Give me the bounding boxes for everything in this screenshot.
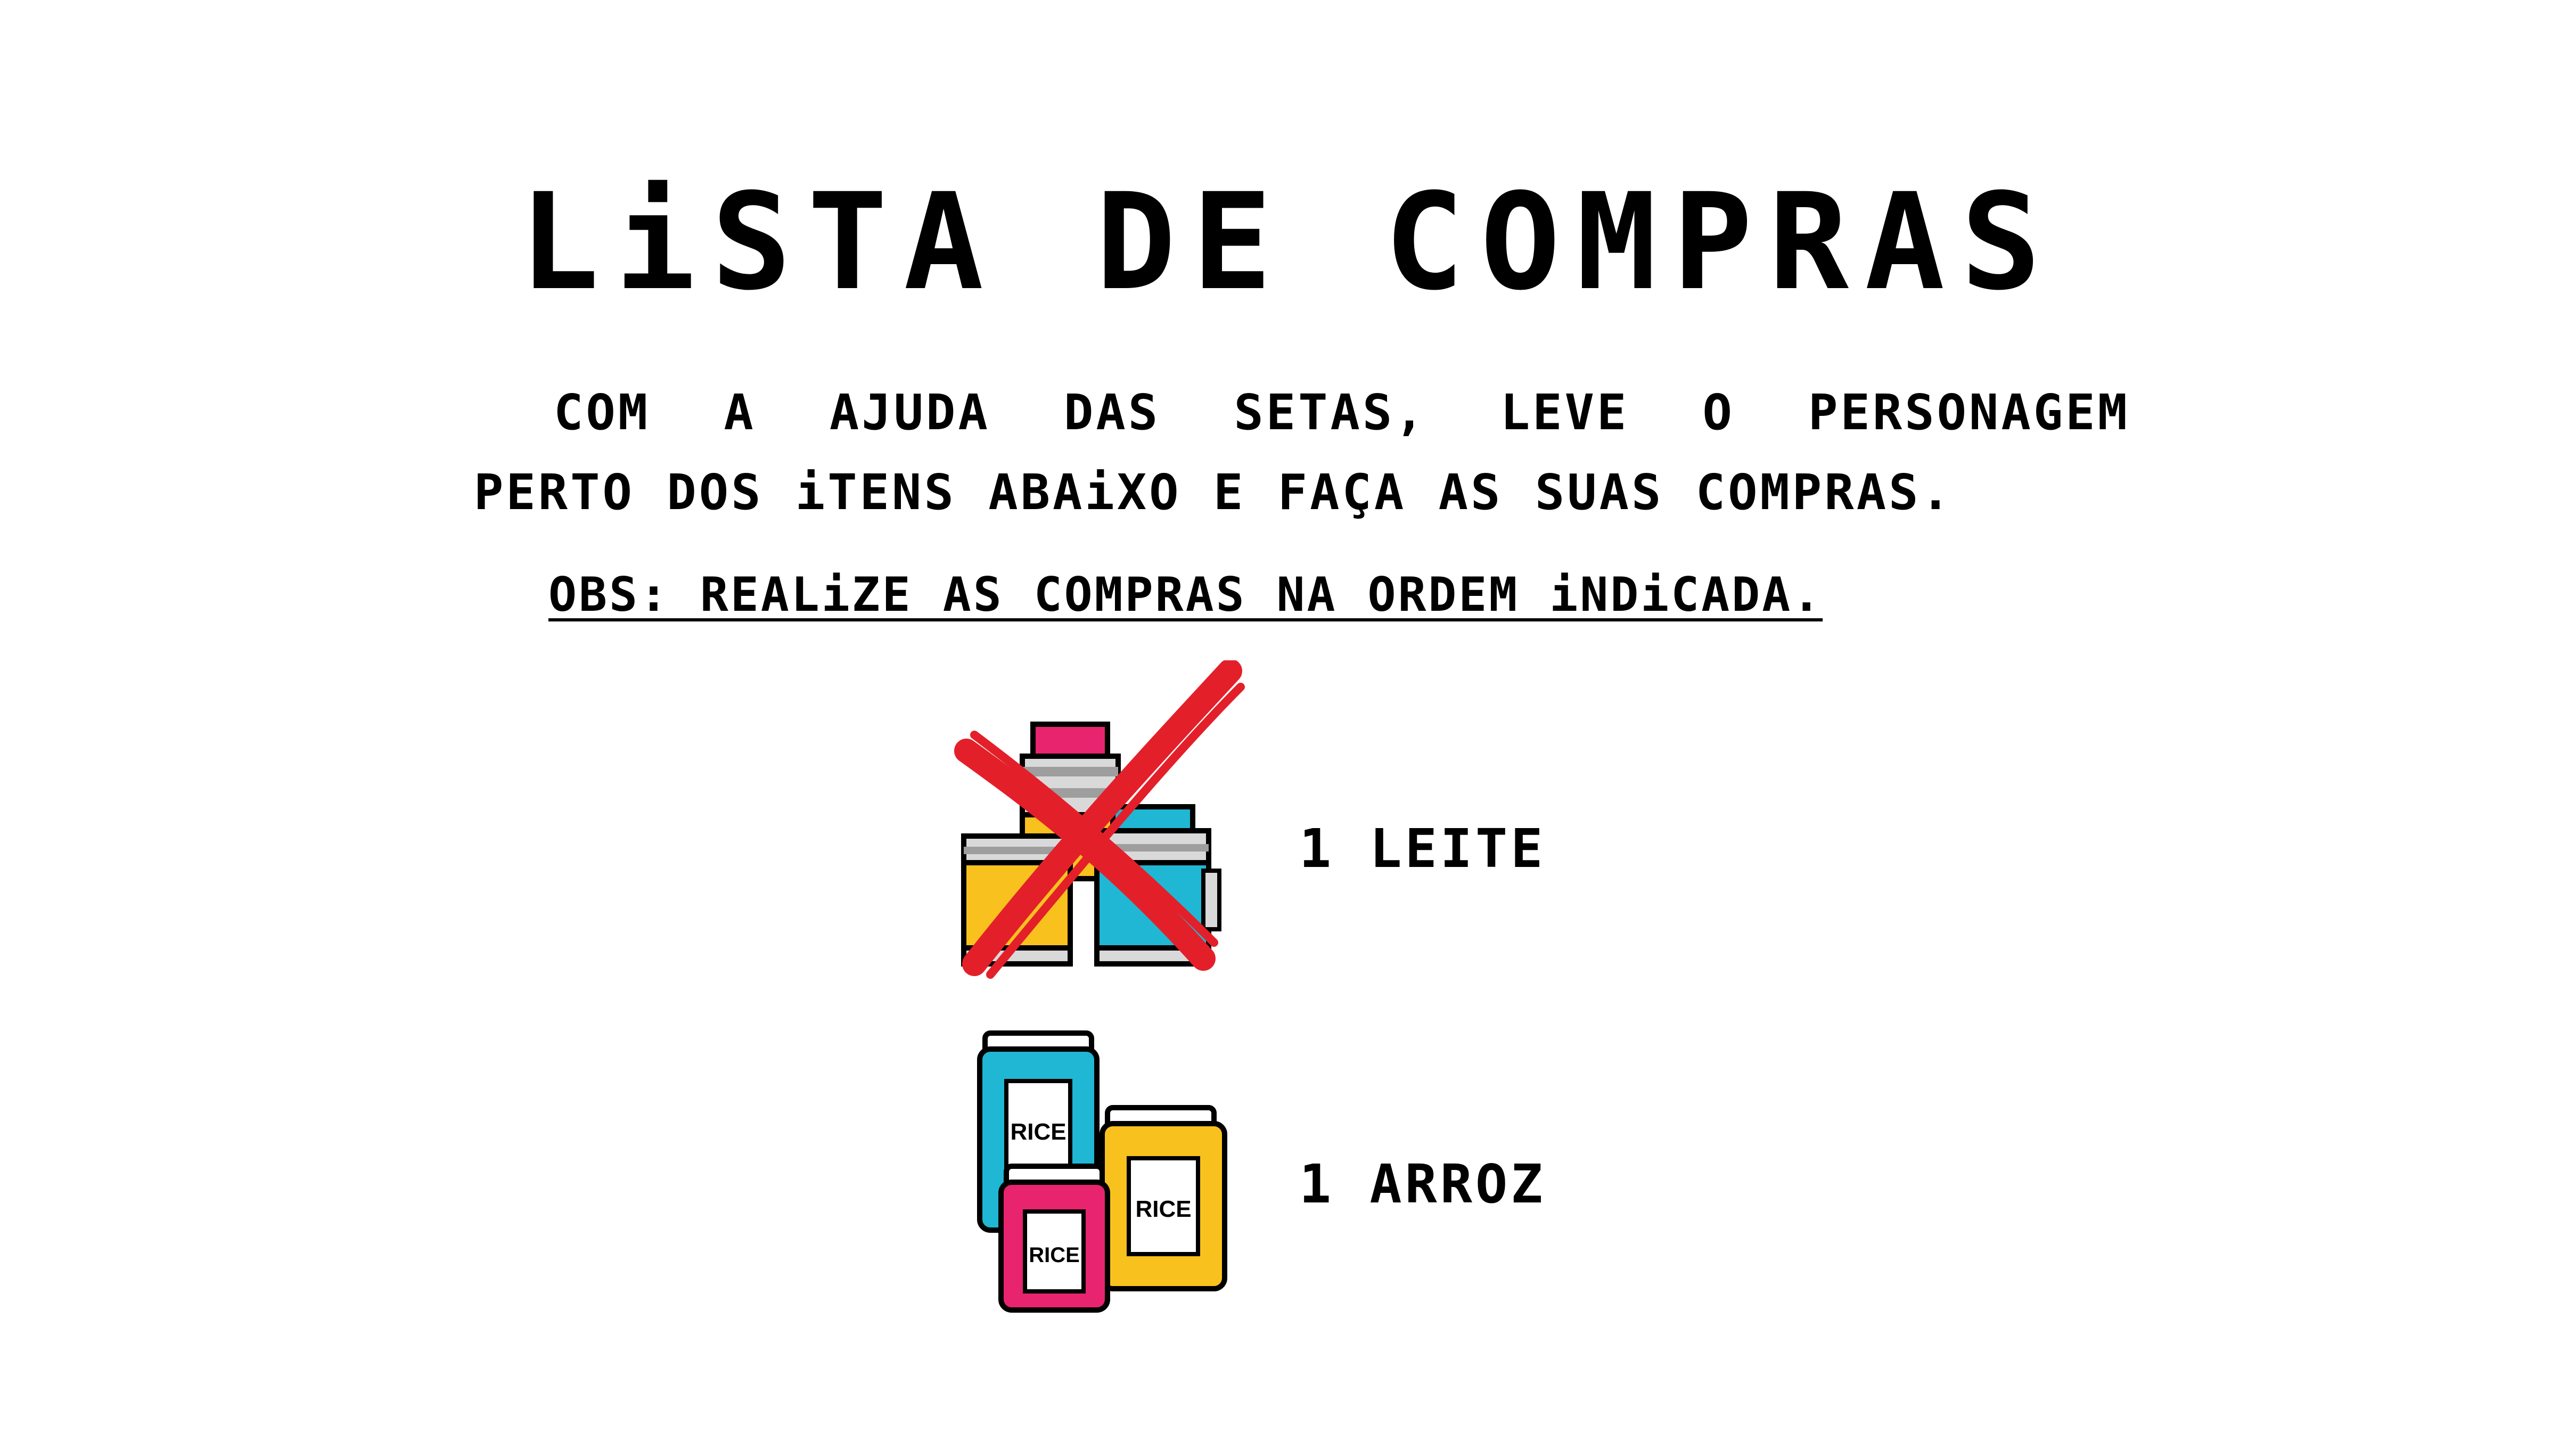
- rice-bag-label: RICE: [1010, 1119, 1067, 1145]
- instructions: [474, 373, 2130, 533]
- rice-bag-label: RICE: [1135, 1196, 1192, 1222]
- list-item-rice: [953, 1022, 1699, 1321]
- rice-bag-yellow: [1102, 1108, 1225, 1289]
- milk-cartons-icon: [953, 660, 1251, 980]
- page-title: LiSTA DE COMPRAS: [519, 165, 2057, 320]
- rice-bags-icon: [953, 1022, 1251, 1321]
- rice-bag-label: RICE: [1029, 1243, 1080, 1267]
- list-item-milk: [953, 660, 1699, 980]
- item-label-milk: 1 LEITE: [1299, 817, 1546, 880]
- rice-bag-pink: [1001, 1166, 1107, 1310]
- instructions-line-1: COM A AJUDA DAS SETAS, LEVE O PERSONAGEM: [554, 384, 2130, 441]
- order-note: OBS: REALiZE AS COMPRAS NA ORDEM iNDiCADA.: [548, 567, 1823, 622]
- item-label-rice: 1 ARROZ: [1299, 1153, 1546, 1215]
- instructions-line-2: PERTO DOS iTENS ABAiXO E FAÇA AS SUAS COMPRAS.: [474, 464, 1953, 521]
